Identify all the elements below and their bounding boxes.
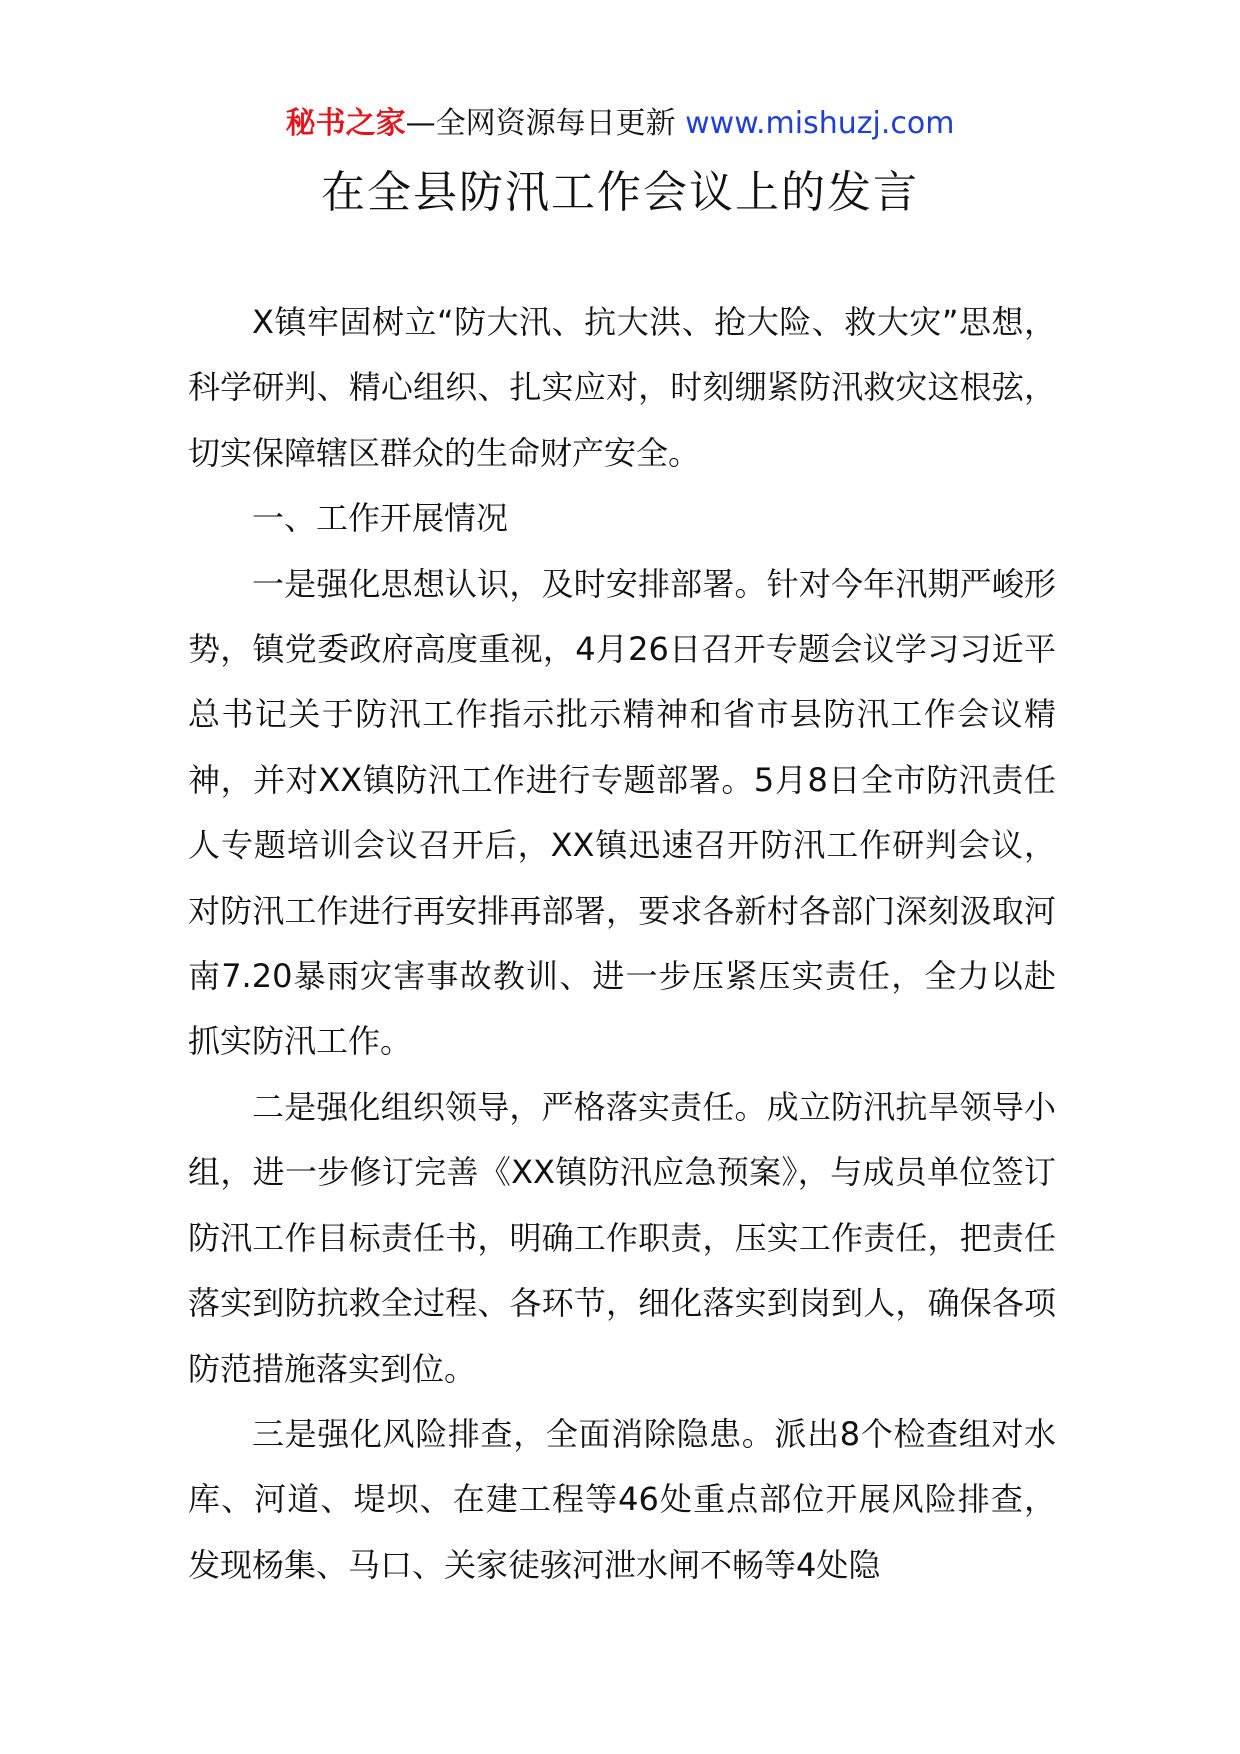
- document-body: [188, 290, 1056, 1598]
- section-heading: 一、工作开展情况: [252, 499, 509, 538]
- brand-name: 秘书之家: [285, 106, 406, 141]
- paragraph-item-2: 二是强化组织领导，严格落实责任。成立防汛抗旱领导小组，进一步修订完善《XX镇防汛应急预案》，与成员单位签订防汛工作目标责任书，明确工作职责，压实工作责任，把责任落实到防抗救全过程、各环节，细化落实到岗到人，确保各项防范措施落实到位。: [188, 1087, 1056, 1388]
- paragraph-intro: X镇牢固树立“防大汛、抗大洪、抢大险、救大灾”思想，科学研判、精心组织、扎实应对，时刻绷紧防汛救灾这根弦，切实保障辖区群众的生命财产安全。: [188, 303, 1056, 472]
- site-url: www.mishuzj.com: [685, 106, 955, 141]
- document-title: 在全县防汛工作会议上的发言: [321, 167, 919, 218]
- header-slogan: —全网资源每日更新: [405, 106, 676, 141]
- paragraph-item-1: 一是强化思想认识，及时安排部署。针对今年汛期严峻形势，镇党委政府高度重视，4月26日召开专题会议学习习近平总书记关于防汛工作指示批示精神和省市县防汛工作会议精神，并对XX镇防汛工作进行专题部署。5月8日全市防汛责任人专题培训会议召开后，XX镇迅速召开防汛工作研判会议，对防汛工作进行再安排再部署，要求各新村各部门深刻汲取河南7.20暴雨灾害事故教训、进一步压紧压实责任，全力以赴抓实防汛工作。: [188, 564, 1056, 1061]
- paragraph-item-3: 三是强化风险排查，全面消除隐患。派出8个检查组对水库、河道、堤坝、在建工程等46处重点部位开展风险排查，发现杨集、马口、关家徒骇河泄水闸不畅等4处隐: [188, 1414, 1056, 1584]
- site-header: [0, 100, 1240, 148]
